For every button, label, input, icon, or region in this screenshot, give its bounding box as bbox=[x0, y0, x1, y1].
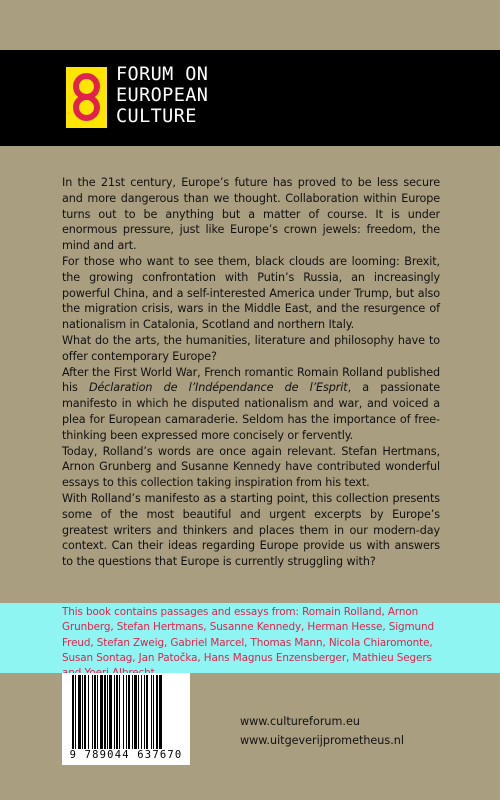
title-line: EUROPEAN bbox=[116, 85, 209, 106]
blurb bbox=[62, 175, 440, 570]
manifesto-title: Déclaration de l’Indépendance de l’Esprit bbox=[88, 381, 348, 395]
publisher-title bbox=[116, 64, 208, 127]
website-link[interactable]: www.cultureforum.eu bbox=[240, 715, 360, 728]
barcode-icon bbox=[70, 675, 182, 749]
contributors-text: This book contains passages and essays from: Romain Rolland, Arnon Grunberg, Stefan Hertmans, Susanne Kennedy, Herman Hesse, Sigmund Freud, Stefan Zweig, Gabriel Marcel, Thomas Mann, Nicola Chiaromonte, Susan Sontag, Jan Patočka, Hans Magnus Enzensberger, Mathieu Segers bbox=[62, 606, 434, 664]
paragraph: In the 21st century, Europe’s future has proved to be less secure and more dangerous than we thought. Collaboration within Europe turns out to be anything but a matter of course. It is under enormous pressure, just like Europe’s crown jewels: freedom, the mind and art. bbox=[62, 176, 440, 253]
paragraph: With Rolland’s manifesto as a starting point, this collection presents some of the most beautiful and urgent excerpts by Europe’s greatest writers and thinkers and places them in our modern-day context. Can their ideas regarding Europe provide us with answers to the questions that Europe is currently struggling with? bbox=[62, 491, 440, 569]
website-links bbox=[240, 712, 404, 750]
website-link[interactable]: www.uitgeverijprometheus.nl bbox=[240, 734, 404, 747]
paragraph: For those who want to see them, black clouds are looming: Brexit, the growing confrontation with Putin’s Russia, an increasingly powerful China, and a self-interested America under Trump, but also the migration crisis, wars in the Middle East, and the resurgence of nationalism in Catalonia, Scotland and northern Italy. bbox=[62, 254, 440, 332]
title-line: CULTURE bbox=[116, 106, 197, 127]
paragraph-rest: , a passionate manifesto in which he disputed nationalism and war, and voiced a plea for European camaraderie. Seldom has the importance of free-thinking been expressed more concisely or fervently. bbox=[62, 381, 440, 442]
paragraph bbox=[62, 365, 440, 444]
isbn-number: 9 789044 637670 bbox=[69, 749, 183, 761]
paragraph: Today, Rolland’s words are once again relevant. Stefan Hertmans, Arnon Grunberg and Susanne Kennedy have contributed wonderful essays to this collection taking inspiration from his text. bbox=[62, 444, 440, 490]
title-line: FORUM ON bbox=[116, 64, 209, 85]
paragraph-lead: After the First World War, French romantic Romain Rolland published his bbox=[62, 365, 440, 395]
paragraph: What do the arts, the humanities, literature and philosophy have to offer contemporary Europe? bbox=[62, 333, 440, 363]
forum-logo-icon bbox=[66, 67, 107, 128]
